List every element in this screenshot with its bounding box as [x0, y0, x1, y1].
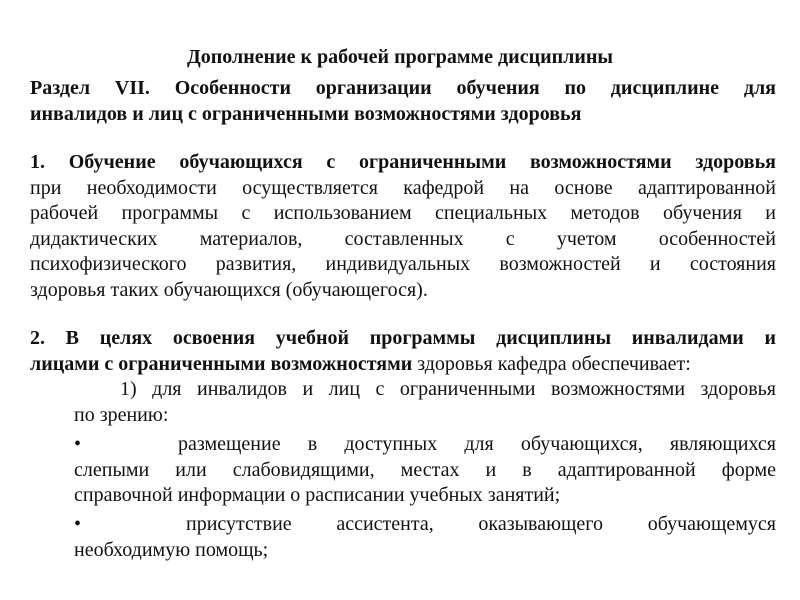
bullet-2-line-1 — [74, 512, 776, 538]
bullet-2-mark: • — [74, 513, 82, 535]
point-1-line-6: здоровья таких обучающихся (обучающегося). — [30, 278, 428, 301]
bullet-item-1 — [74, 432, 776, 509]
point-1-line-1: 1. Обучение обучающихся с ограниченными возможностями здоровья — [30, 151, 776, 173]
section-heading — [30, 76, 776, 127]
point-2-paragraph — [30, 326, 776, 377]
point-2-line-1: 2. В целях освоения учебной программы дисциплины инвалидами и — [30, 327, 776, 349]
sub-item-1-line-2: по зрению: — [74, 403, 169, 426]
section-heading-line-2: инвалидов и лиц с ограниченными возможностями здоровья — [30, 102, 582, 125]
point-1-line-3: рабочей программы с использованием специальных методов обучения и — [30, 202, 776, 224]
bullet-2-text: присутствие ассистента, оказывающего обучающемуся — [186, 513, 776, 535]
sub-item-1-line-1: 1) для инвалидов и лиц с ограниченными возможностями здоровья — [120, 378, 776, 400]
point-2-line-2 — [30, 352, 776, 378]
bullet-1-text: размещение в доступных для обучающихся, являющихся — [178, 433, 776, 455]
bullet-1-line-3: справочной информации о расписании учебных занятий; — [74, 484, 561, 506]
point-1-line-2: при необходимости осуществляется кафедрой на основе адаптированной — [30, 176, 776, 199]
sub-item-1 — [74, 377, 776, 428]
bullet-2-line-2: необходимую помощь; — [74, 538, 269, 561]
point-1-line-5: психофизического развития, индивидуальных возможностей и состояния — [30, 253, 776, 275]
section-heading-line-1: Раздел VII. Особенности организации обучения по дисциплине для — [30, 77, 776, 99]
point-1-paragraph — [30, 150, 776, 303]
bullet-1-mark: • — [74, 433, 82, 455]
point-1-line-4: дидактических материалов, составленных с учетом особенностей — [30, 227, 776, 250]
point-2-line-2-rest: здоровья кафедра обеспечивает: — [412, 352, 691, 375]
bullet-item-2 — [74, 512, 776, 563]
bullet-1-line-1 — [74, 432, 776, 458]
document-title: Дополнение к рабочей программе дисциплины — [186, 46, 614, 68]
point-2-line-2-bold: лицами с ограниченными возможностями — [30, 352, 413, 375]
bullet-1-line-2: слепыми или слабовидящими, местах и в адаптированной форме — [74, 458, 776, 481]
